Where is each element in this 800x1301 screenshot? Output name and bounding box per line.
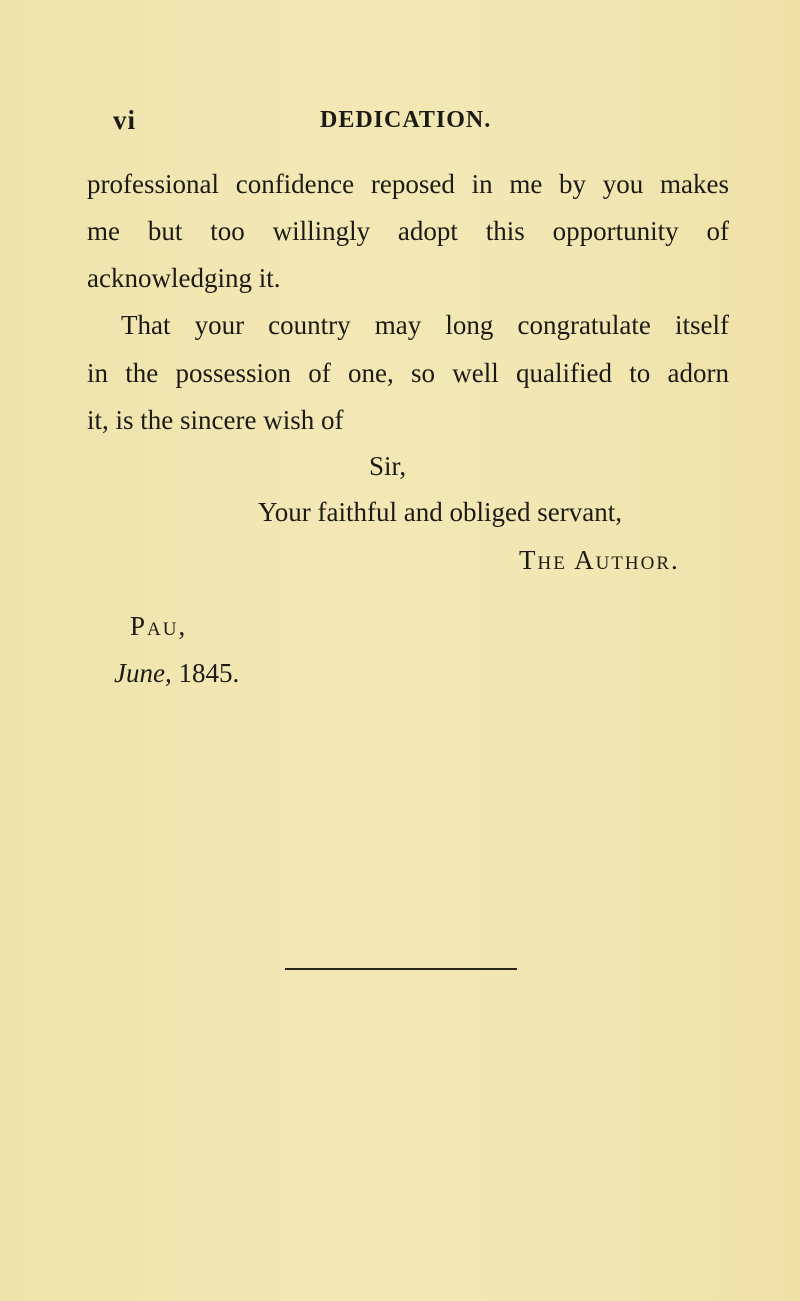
dateline-place: Pau, [130, 611, 188, 641]
valediction: Your faithful and obliged servant, [258, 497, 622, 527]
signature: The Author. [519, 545, 680, 575]
body-line-3: acknowledging it. [87, 263, 281, 293]
body-line-5: in the possession of one, so well qualified to adorn [87, 358, 729, 388]
body-line-4: That your country may long congratulate itself [121, 310, 729, 340]
dateline-year: 1845. [178, 658, 240, 688]
body-line-6: it, is the sincere wish of [87, 405, 344, 435]
page-number: vi [113, 105, 137, 135]
closing-rule [285, 968, 517, 970]
dateline-month: June, [114, 658, 172, 688]
body-line-2: me but too willingly adopt this opportunity of [87, 216, 729, 246]
salutation: Sir, [369, 451, 407, 481]
dateline-date [114, 658, 239, 689]
body-line-1: professional confidence reposed in me by you makes [87, 169, 729, 199]
page-header [113, 105, 733, 137]
running-head: DEDICATION. [320, 107, 492, 133]
